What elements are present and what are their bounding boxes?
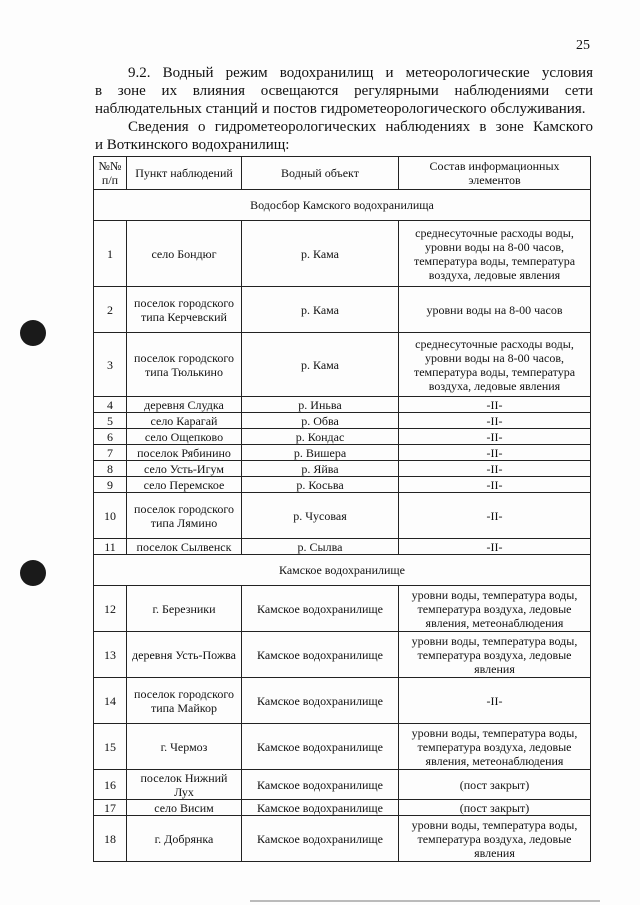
header-elements: Состав информационных элементов <box>399 157 591 190</box>
header-object: Водный объект <box>242 157 399 190</box>
cell-num: 8 <box>94 461 127 477</box>
table-row <box>94 724 591 770</box>
section-row <box>94 190 591 221</box>
cell-point: село Бондюг <box>127 221 242 287</box>
table-row <box>94 586 591 632</box>
section-row <box>94 555 591 586</box>
binder-hole-top <box>20 320 46 346</box>
cell-object: р. Кама <box>242 287 399 333</box>
table-row <box>94 397 591 413</box>
cell-object: р. Вишера <box>242 445 399 461</box>
cell-point: поселок Рябинино <box>127 445 242 461</box>
section-title: Камское водохранилище <box>94 555 591 586</box>
table-row <box>94 800 591 816</box>
cell-object: р. Сылва <box>242 539 399 555</box>
table-row <box>94 493 591 539</box>
cell-object: р. Косьва <box>242 477 399 493</box>
cell-elements: -II- <box>399 539 591 555</box>
table-row <box>94 477 591 493</box>
cell-elements: (пост закрыт) <box>399 770 591 800</box>
cell-num: 2 <box>94 287 127 333</box>
page-number: 25 <box>576 38 590 53</box>
cell-object: Камское водохранилище <box>242 678 399 724</box>
section-title: Водосбор Камского водохранилища <box>94 190 591 221</box>
cell-point: поселок городского типа Тюлькино <box>127 333 242 397</box>
cell-num: 6 <box>94 429 127 445</box>
table-row <box>94 539 591 555</box>
table-row <box>94 429 591 445</box>
cell-num: 9 <box>94 477 127 493</box>
cell-num: 4 <box>94 397 127 413</box>
cell-point: село Усть-Игум <box>127 461 242 477</box>
cell-object: Камское водохранилище <box>242 586 399 632</box>
cell-object: Камское водохранилище <box>242 632 399 678</box>
cell-num: 16 <box>94 770 127 800</box>
cell-object: р. Кама <box>242 221 399 287</box>
cell-point: поселок Сылвенск <box>127 539 242 555</box>
cell-num: 17 <box>94 800 127 816</box>
cell-point: г. Добрянка <box>127 816 242 862</box>
cell-point: деревня Слудка <box>127 397 242 413</box>
cell-elements: (пост закрыт) <box>399 800 591 816</box>
cell-elements: среднесуточные расходы воды, уровни воды на 8-00 часов, температура воды, температура воздуха, ледовые явления <box>399 333 591 397</box>
scan-edge-shadow <box>250 900 600 902</box>
paragraph-line: наблюдательных станций и постов гидрометеорологического обслуживания. <box>95 101 586 117</box>
cell-point: село Ощепково <box>127 429 242 445</box>
table-row <box>94 287 591 333</box>
cell-num: 12 <box>94 586 127 632</box>
cell-object: Камское водохранилище <box>242 816 399 862</box>
cell-point: деревня Усть-Пожва <box>127 632 242 678</box>
table-header-row <box>94 157 591 190</box>
table-row <box>94 461 591 477</box>
paragraph-line: Сведения о гидрометеорологических наблюдениях в зоне Камского <box>128 119 593 135</box>
cell-elements: -II- <box>399 493 591 539</box>
cell-object: Камское водохранилище <box>242 800 399 816</box>
cell-point: село Перемское <box>127 477 242 493</box>
cell-point: село Карагай <box>127 413 242 429</box>
binder-hole-bottom <box>20 560 46 586</box>
cell-point: поселок Нижний Лух <box>127 770 242 800</box>
table-row <box>94 770 591 800</box>
cell-object: р. Обва <box>242 413 399 429</box>
cell-elements: -II- <box>399 429 591 445</box>
header-point: Пункт наблюдений <box>127 157 242 190</box>
cell-object: Камское водохранилище <box>242 770 399 800</box>
cell-num: 10 <box>94 493 127 539</box>
paragraph-line: 9.2. Водный режим водохранилищ и метеорологические условия <box>128 65 593 81</box>
paragraph-line: в зоне их влияния освещаются регулярными наблюдениями сети <box>95 83 593 99</box>
cell-object: р. Чусовая <box>242 493 399 539</box>
table-row <box>94 221 591 287</box>
table-row <box>94 333 591 397</box>
cell-point: поселок городского типа Лямино <box>127 493 242 539</box>
cell-num: 1 <box>94 221 127 287</box>
cell-elements: -II- <box>399 461 591 477</box>
cell-point: г. Березники <box>127 586 242 632</box>
cell-object: р. Яйва <box>242 461 399 477</box>
table-row <box>94 445 591 461</box>
table-row <box>94 816 591 862</box>
paragraph-line: и Воткинского водохранилищ: <box>95 137 290 153</box>
cell-num: 13 <box>94 632 127 678</box>
cell-num: 3 <box>94 333 127 397</box>
cell-num: 18 <box>94 816 127 862</box>
cell-num: 5 <box>94 413 127 429</box>
header-num: №№ п/п <box>94 157 127 190</box>
cell-elements: -II- <box>399 477 591 493</box>
cell-point: поселок городского типа Керчевский <box>127 287 242 333</box>
cell-object: р. Кондас <box>242 429 399 445</box>
cell-object: р. Иньва <box>242 397 399 413</box>
cell-elements: уровни воды, температура воды, температура воздуха, ледовые явления, метеонаблюдения <box>399 586 591 632</box>
cell-elements: -II- <box>399 397 591 413</box>
cell-num: 7 <box>94 445 127 461</box>
cell-object: Камское водохранилище <box>242 724 399 770</box>
cell-elements: -II- <box>399 678 591 724</box>
table-row <box>94 413 591 429</box>
cell-point: поселок городского типа Майкор <box>127 678 242 724</box>
cell-elements: уровни воды, температура воды, температура воздуха, ледовые явления <box>399 816 591 862</box>
cell-point: г. Чермоз <box>127 724 242 770</box>
cell-object: р. Кама <box>242 333 399 397</box>
cell-point: село Висим <box>127 800 242 816</box>
cell-num: 15 <box>94 724 127 770</box>
table-row <box>94 678 591 724</box>
observation-points-table <box>93 156 591 862</box>
paragraph-table-caption <box>95 118 593 154</box>
cell-num: 11 <box>94 539 127 555</box>
paragraph-intro <box>95 64 593 118</box>
cell-elements: -II- <box>399 413 591 429</box>
cell-elements: уровни воды, температура воды, температура воздуха, ледовые явления <box>399 632 591 678</box>
cell-elements: уровни воды, температура воды, температура воздуха, ледовые явления, метеонаблюдения <box>399 724 591 770</box>
cell-elements: -II- <box>399 445 591 461</box>
table-row <box>94 632 591 678</box>
table-body <box>94 190 591 862</box>
cell-num: 14 <box>94 678 127 724</box>
cell-elements: среднесуточные расходы воды, уровни воды на 8-00 часов, температура воды, температура воздуха, ледовые явления <box>399 221 591 287</box>
cell-elements: уровни воды на 8-00 часов <box>399 287 591 333</box>
